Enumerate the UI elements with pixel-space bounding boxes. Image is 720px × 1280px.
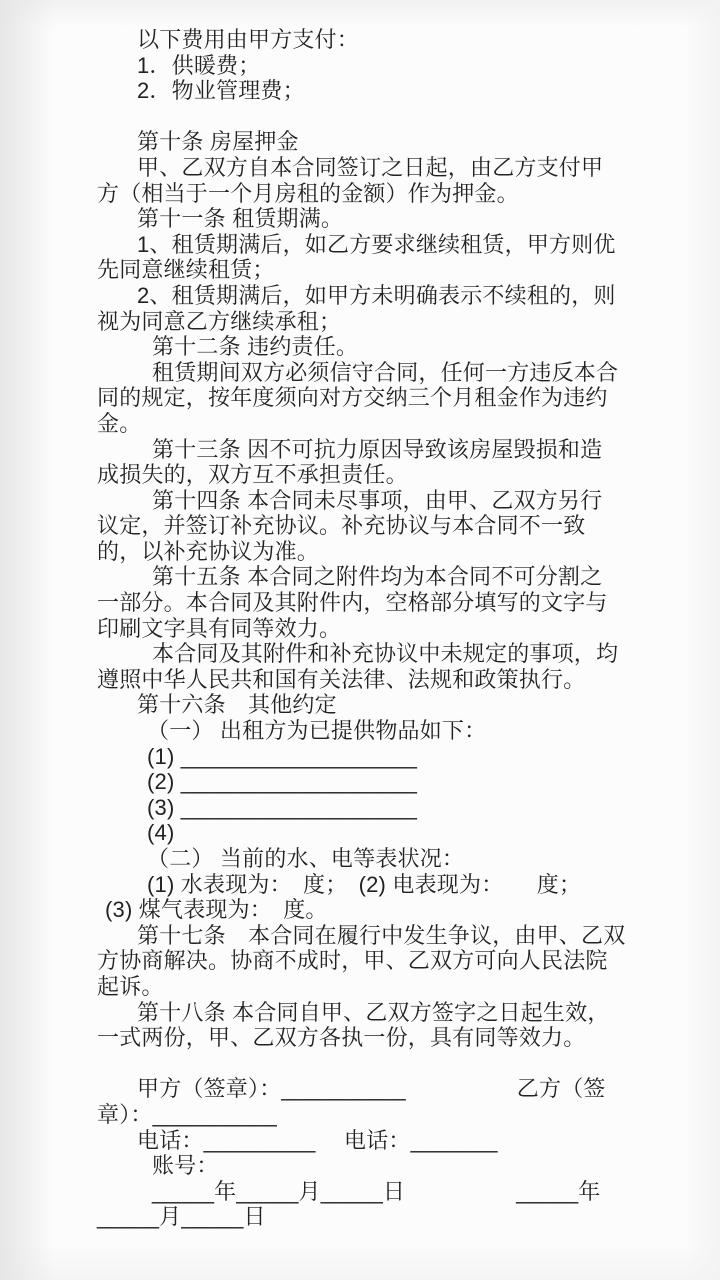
contract-line: 同的规定，按年度须向对方交纳三个月租金作为违约 <box>97 385 608 411</box>
contract-line: 第十条 房屋押金 <box>137 129 299 155</box>
contract-line: 的，以补充协议为准。 <box>97 538 320 564</box>
contract-line: 印刷文字具有同等效力。 <box>97 615 342 641</box>
contract-line: 租赁期间双方必须信守合同，任何一方违反本合 <box>152 359 619 385</box>
contract-line: _____年_____月_____日 _____年 <box>152 1178 601 1204</box>
contract-line: 起诉。 <box>97 973 164 999</box>
contract-line: 议定，并签订补充协议。补充协议与本合同不一致 <box>97 513 586 539</box>
contract-line: 2．物业管理费； <box>137 78 305 104</box>
contract-line: 本合同及其附件和补充协议中未规定的事项，均 <box>152 641 619 667</box>
contract-line: 一式两份，甲、乙双方各执一份，具有同等效力。 <box>97 1025 586 1051</box>
contract-line: 方协商解决。协商不成时，甲、乙双方可向人民法院 <box>97 948 608 974</box>
contract-line: 第十七条 本合同在履行中发生争议，由甲、乙双 <box>137 922 626 948</box>
blank-line <box>97 1051 632 1077</box>
contract-line: 1、租赁期满后，如乙方要求继续租赁，甲方则优 <box>137 231 616 257</box>
contract-line: 第十三条 因不可抗力原因导致该房屋毁损和造 <box>152 436 603 462</box>
contract-line: 第十八条 本合同自甲、乙双方签字之日起生效， <box>137 999 610 1025</box>
contract-line: 金。 <box>97 410 142 436</box>
contract-line: 2、租赁期满后，如甲方未明确表示不续租的，则 <box>137 282 616 308</box>
contract-line: 遵照中华人民共和国有关法律、法规和政策执行。 <box>97 666 586 692</box>
contract-line: 账号： <box>152 1153 219 1179</box>
contract-line: 先同意继续租赁； <box>97 257 275 283</box>
contract-line: 第十五条 本合同之附件均为本合同不可分割之 <box>152 564 603 590</box>
contract-line: (1) 水表现为： 度； (2) 电表现为： 度； <box>147 871 582 897</box>
contract-line: (2) ___________________ <box>147 769 418 795</box>
contract-line: _____月_____日 <box>97 1204 266 1230</box>
contract-line: 甲方（签章）：__________ 乙方（签 <box>137 1076 606 1102</box>
contract-line: (4) <box>147 820 175 846</box>
contract-line: 1．供暖费； <box>137 52 261 78</box>
contract-line: 一部分。本合同及其附件内，空格部分填写的文字与 <box>97 590 608 616</box>
contract-line: 第十二条 违约责任。 <box>152 334 359 360</box>
contract-line: 甲、乙双方自本合同签订之日起，由乙方支付甲 <box>137 154 604 180</box>
contract-line: 方（相当于一个月房租的金额）作为押金。 <box>97 180 519 206</box>
contract-line: (1) ___________________ <box>147 743 418 769</box>
contract-line: 视为同意乙方继续承租； <box>97 308 342 334</box>
contract-line: 成损失的，双方互不承担责任。 <box>97 462 408 488</box>
contract-line: 章）：__________ <box>97 1101 277 1127</box>
contract-line: (3) ___________________ <box>147 794 418 820</box>
contract-line: 第十六条 其他约定 <box>137 692 337 718</box>
contract-line: 以下费用由甲方支付： <box>137 27 360 52</box>
contract-line: (3) 煤气表现为： 度。 <box>105 897 328 923</box>
contract-line: （二） 当前的水、电等表状况： <box>147 846 465 871</box>
contract-line: 第十四条 本合同未尽事项，由甲、乙双方另行 <box>152 487 603 513</box>
contract-line: 第十一条 租赁期满。 <box>137 206 344 232</box>
contract-line: 电话：_________ 电话：_______ <box>137 1127 498 1153</box>
contract-line: （一） 出租方为已提供物品如下： <box>147 718 487 744</box>
blank-line <box>97 104 632 130</box>
